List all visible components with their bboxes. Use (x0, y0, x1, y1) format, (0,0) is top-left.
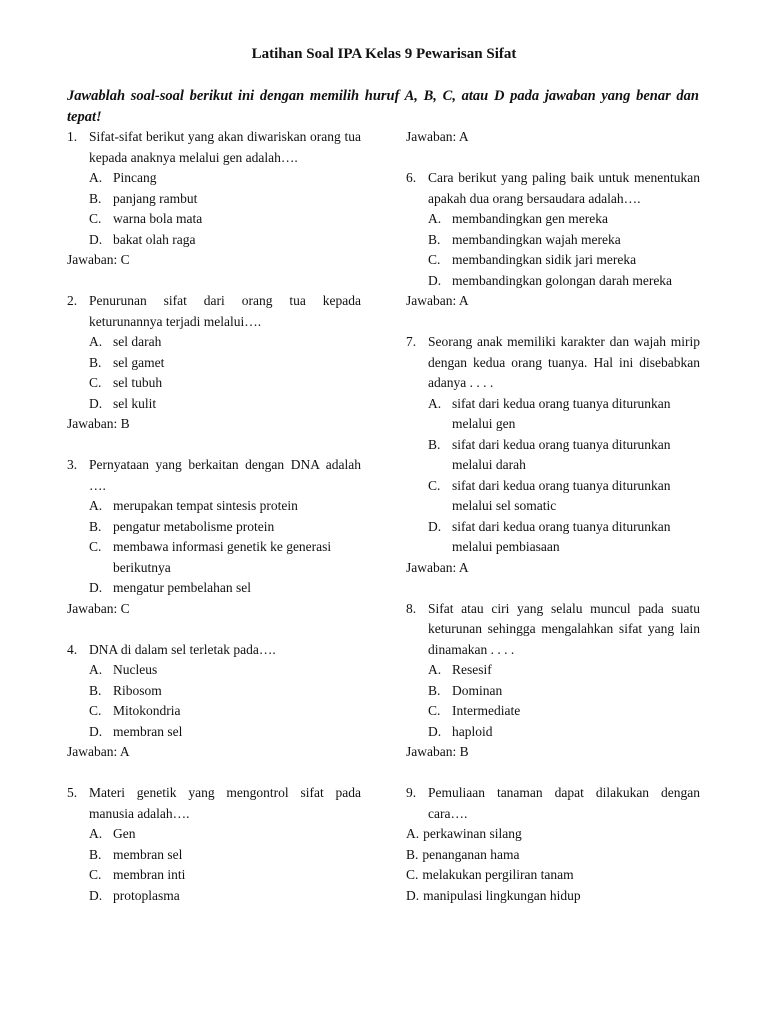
option-text: sel tubuh (113, 375, 163, 390)
question-number: 3. (67, 457, 78, 472)
option-c (67, 373, 361, 394)
option-letter: D. (428, 723, 442, 739)
option-letter: D. (89, 580, 103, 595)
question-text: Seorang anak memiliki karakter dan wajah mirip dengan kedua orang tuanya. Hal ini disebabkan adanya . . . . (428, 334, 700, 390)
option-text: Pincang (113, 170, 157, 185)
option-text: sifat dari kedua orang tuanya diturunkan melalui sel somatic (452, 477, 671, 513)
question-5 (67, 783, 361, 906)
option-c (67, 537, 361, 578)
option-c (406, 865, 700, 886)
question-number: 5. (67, 785, 78, 800)
option-b (406, 681, 700, 702)
option-text: Gen (113, 826, 136, 841)
option-letter: D. (428, 518, 442, 534)
option-a (67, 332, 361, 353)
option-letter: D. (406, 887, 420, 903)
option-text: manipulasi lingkungan hidup (423, 887, 581, 903)
option-letter: A. (89, 662, 103, 677)
option-letter: A. (406, 826, 420, 841)
question-1 (67, 127, 361, 271)
question-3 (67, 455, 361, 619)
option-a (67, 824, 361, 845)
option-letter: B. (428, 682, 441, 698)
option-letter: A. (89, 170, 103, 185)
question-text: Pemuliaan tanaman dapat dilakukan dengan cara…. (428, 785, 700, 821)
option-letter: A. (428, 211, 442, 226)
option-letter: A. (428, 395, 442, 411)
option-b (406, 845, 700, 866)
option-text: membran sel (113, 723, 183, 739)
option-letter: D. (89, 231, 103, 247)
option-b (406, 435, 700, 476)
option-b (406, 230, 700, 251)
question-number: 6. (406, 170, 417, 185)
option-text: membandingkan golongan darah mereka (452, 272, 673, 288)
option-letter: C. (89, 867, 102, 882)
option-c (67, 701, 361, 722)
question-number: 2. (67, 293, 78, 308)
option-text: sifat dari kedua orang tuanya diturunkan melalui gen (452, 395, 671, 431)
option-b (67, 517, 361, 538)
option-text: Intermediate (452, 703, 521, 718)
option-text: Resesif (452, 662, 492, 677)
option-d (67, 722, 361, 743)
option-b (67, 845, 361, 866)
option-b (67, 189, 361, 210)
option-a (406, 394, 700, 435)
option-letter: C. (89, 375, 102, 390)
question-number: 9. (406, 785, 417, 800)
option-letter: C. (406, 867, 419, 882)
instruction-text: Jawablah soal-soal berikut ini dengan memilih huruf A, B, C, atau D pada jawaban yang benar dan tepat! (67, 88, 699, 125)
answer-line: Jawaban: B (67, 416, 130, 431)
option-text: haploid (452, 723, 493, 739)
option-letter: B. (89, 682, 102, 698)
option-text: membandingkan gen mereka (452, 211, 608, 226)
option-letter: B. (406, 846, 419, 862)
option-letter: D. (428, 272, 442, 288)
answer-line: Jawaban: C (67, 600, 130, 616)
option-text: sifat dari kedua orang tuanya diturunkan melalui darah (452, 436, 671, 472)
question-2 (67, 291, 361, 435)
option-b (67, 681, 361, 702)
question-9 (406, 783, 700, 906)
question-number: 1. (67, 129, 78, 144)
option-text: melakukan pergiliran tanam (422, 867, 574, 882)
question-text: DNA di dalam sel terletak pada…. (89, 641, 276, 657)
question-6 (406, 168, 700, 312)
option-a (67, 168, 361, 189)
answer-line: Jawaban: B (406, 744, 469, 759)
question-text: Sifat-sifat berikut yang akan diwariskan orang tua kepada anaknya melalui gen adalah…. (89, 129, 361, 165)
option-letter: C. (428, 477, 441, 493)
option-letter: C. (428, 703, 441, 718)
question-number: 8. (406, 600, 417, 616)
option-text: membawa informasi genetik ke generasi berikutnya (113, 539, 332, 575)
option-d (67, 394, 361, 415)
option-a (406, 824, 700, 845)
option-letter: D. (89, 887, 103, 903)
option-text: membandingkan sidik jari mereka (452, 252, 637, 267)
option-text: panjang rambut (113, 190, 198, 206)
left-column (67, 127, 361, 927)
answer-line: Jawaban: A (406, 129, 469, 144)
option-text: sel kulit (113, 395, 157, 411)
option-d (67, 578, 361, 599)
question-text: Penurunan sifat dari orang tua kepada keturunannya terjadi melalui…. (89, 293, 361, 329)
option-letter: C. (89, 703, 102, 718)
question-number: 4. (67, 641, 78, 657)
question-text: Sifat atau ciri yang selalu muncul pada suatu keturunan sehingga mengalahkan sifat yang lain dinamakan . . . . (428, 600, 700, 657)
option-c (67, 209, 361, 230)
option-text: Nucleus (113, 662, 158, 677)
option-letter: B. (89, 354, 102, 370)
option-text: Mitokondria (113, 703, 181, 718)
right-column (406, 127, 700, 927)
option-letter: B. (89, 190, 102, 206)
option-d (406, 886, 700, 907)
option-a (67, 660, 361, 681)
carryover-answer-block (406, 127, 700, 148)
option-letter: B. (428, 436, 441, 452)
option-letter: B. (89, 518, 102, 534)
option-text: warna bola mata (113, 211, 203, 226)
option-c (406, 701, 700, 722)
option-letter: A. (89, 334, 103, 349)
page-title: Latihan Soal IPA Kelas 9 Pewarisan Sifat (251, 46, 517, 62)
option-text: protoplasma (113, 887, 180, 903)
option-c (406, 250, 700, 271)
question-text: Pernyataan yang berkaitan dengan DNA adalah …. (89, 457, 361, 493)
option-text: perkawinan silang (423, 826, 522, 841)
option-text: sel gamet (113, 354, 165, 370)
option-letter: A. (89, 826, 103, 841)
option-d (406, 722, 700, 743)
option-a (406, 660, 700, 681)
option-text: membran sel (113, 846, 183, 862)
question-number: 7. (406, 334, 417, 349)
question-text: Materi genetik yang mengontrol sifat pada manusia adalah…. (89, 785, 361, 821)
answer-line: Jawaban: A (406, 293, 469, 308)
option-c (406, 476, 700, 517)
option-d (406, 271, 700, 292)
option-text: mengatur pembelahan sel (113, 580, 251, 595)
question-8 (406, 599, 700, 763)
option-text: merupakan tempat sintesis protein (113, 498, 298, 513)
option-text: sifat dari kedua orang tuanya diturunkan melalui pembiasaan (452, 518, 671, 554)
option-text: pengatur metabolisme protein (113, 518, 275, 534)
option-text: bakat olah raga (113, 231, 196, 247)
option-letter: B. (428, 231, 441, 247)
option-text: penanganan hama (422, 846, 520, 862)
option-c (67, 865, 361, 886)
option-text: membandingkan wajah mereka (452, 231, 621, 247)
option-text: Ribosom (113, 682, 162, 698)
option-b (67, 353, 361, 374)
option-letter: A. (89, 498, 103, 513)
question-4 (67, 640, 361, 763)
option-d (67, 886, 361, 907)
option-a (406, 209, 700, 230)
option-a (67, 496, 361, 517)
option-letter: D. (89, 395, 103, 411)
option-letter: C. (89, 211, 102, 226)
question-7 (406, 332, 700, 578)
option-text: membran inti (113, 867, 186, 882)
option-text: Dominan (452, 682, 503, 698)
option-letter: C. (89, 539, 102, 554)
answer-line: Jawaban: A (406, 559, 469, 575)
option-d (406, 517, 700, 558)
answer-line: Jawaban: C (67, 252, 130, 267)
answer-line: Jawaban: A (67, 744, 130, 759)
option-d (67, 230, 361, 251)
option-letter: D. (89, 723, 103, 739)
option-letter: C. (428, 252, 441, 267)
question-text: Cara berikut yang paling baik untuk menentukan apakah dua orang bersaudara adalah…. (428, 170, 700, 206)
option-letter: B. (89, 846, 102, 862)
option-text: sel darah (113, 334, 162, 349)
option-letter: A. (428, 662, 442, 677)
